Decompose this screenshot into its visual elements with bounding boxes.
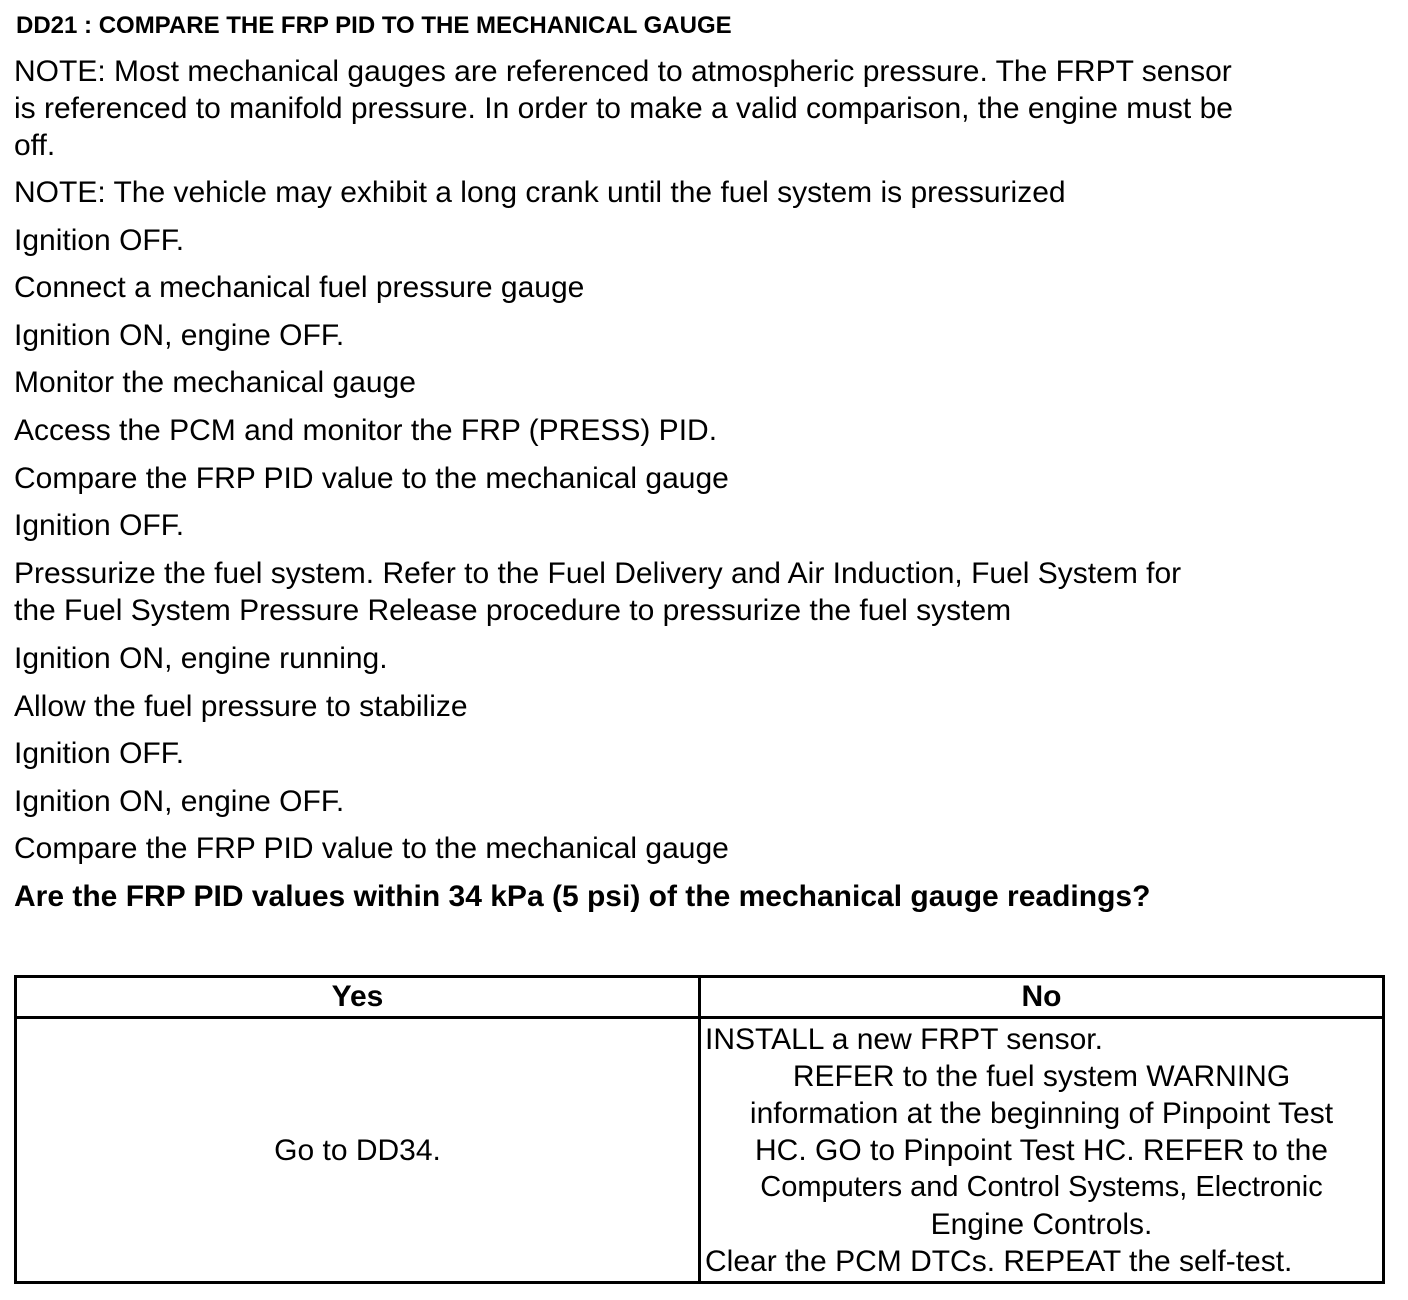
step-ignition-on-engine-off-1: Ignition ON, engine OFF. [14,319,345,352]
result-body-row [16,1018,1384,1283]
no-line-engine-controls: Engine Controls. [930,1207,1153,1241]
question: Are the FRP PID values within 34 kPa (5 psi) of the mechanical gauge readings? [14,880,1151,913]
no-line-computers: Computers and Control Systems, Electronic [760,1170,1323,1203]
step-ignition-off-2: Ignition OFF. [14,509,185,542]
step-monitor-gauge: Monitor the mechanical gauge [14,366,416,399]
section-title: DD21 : COMPARE THE FRP PID TO THE MECHANICAL GAUGE [16,12,732,39]
step-ignition-off-3: Ignition OFF. [14,737,185,770]
no-header: No [700,977,1384,1018]
note-crank: NOTE: The vehicle may exhibit a long crank until the fuel system is pressurized [14,176,1066,209]
no-line-install: INSTALL a new FRPT sensor. [705,1022,1103,1056]
note-line-1: NOTE: Most mechanical gauges are referenced to atmospheric pressure. The FRPT sensor [14,55,1232,88]
no-line-information: information at the beginning of Pinpoint Test [749,1096,1334,1130]
yes-header: Yes [16,977,700,1018]
no-line-clear-dtcs: Clear the PCM DTCs. REPEAT the self-test. [705,1244,1293,1278]
result-table [14,975,1385,1284]
note-line-3: off. [14,129,56,162]
result-header-row [16,977,1384,1018]
no-line-refer: REFER to the fuel system WARNING [792,1059,1291,1093]
step-stabilize: Allow the fuel pressure to stabilize [14,690,468,723]
step-ignition-on-engine-off-2: Ignition ON, engine OFF. [14,785,345,818]
step-compare-1: Compare the FRP PID value to the mechanical gauge [14,462,729,495]
no-line-goto: HC. GO to Pinpoint Test HC. REFER to the [755,1133,1328,1167]
note-line-2: is referenced to manifold pressure. In order to make a valid comparison, the engine must be [14,92,1233,125]
step-pressurize-line-1: Pressurize the fuel system. Refer to the Fuel Delivery and Air Induction, Fuel System for [14,557,1182,590]
step-ignition-on-running: Ignition ON, engine running. [14,642,388,675]
step-access-pcm: Access the PCM and monitor the FRP (PRESS) PID. [14,414,718,447]
yes-cell: Go to DD34. [16,1018,700,1283]
step-connect-gauge: Connect a mechanical fuel pressure gauge [14,271,585,304]
step-pressurize-line-2: the Fuel System Pressure Release procedure to pressurize the fuel system [14,594,1012,627]
step-ignition-off-1: Ignition OFF. [14,224,185,257]
step-compare-2: Compare the FRP PID value to the mechanical gauge [14,832,729,865]
no-cell [700,1018,1384,1283]
